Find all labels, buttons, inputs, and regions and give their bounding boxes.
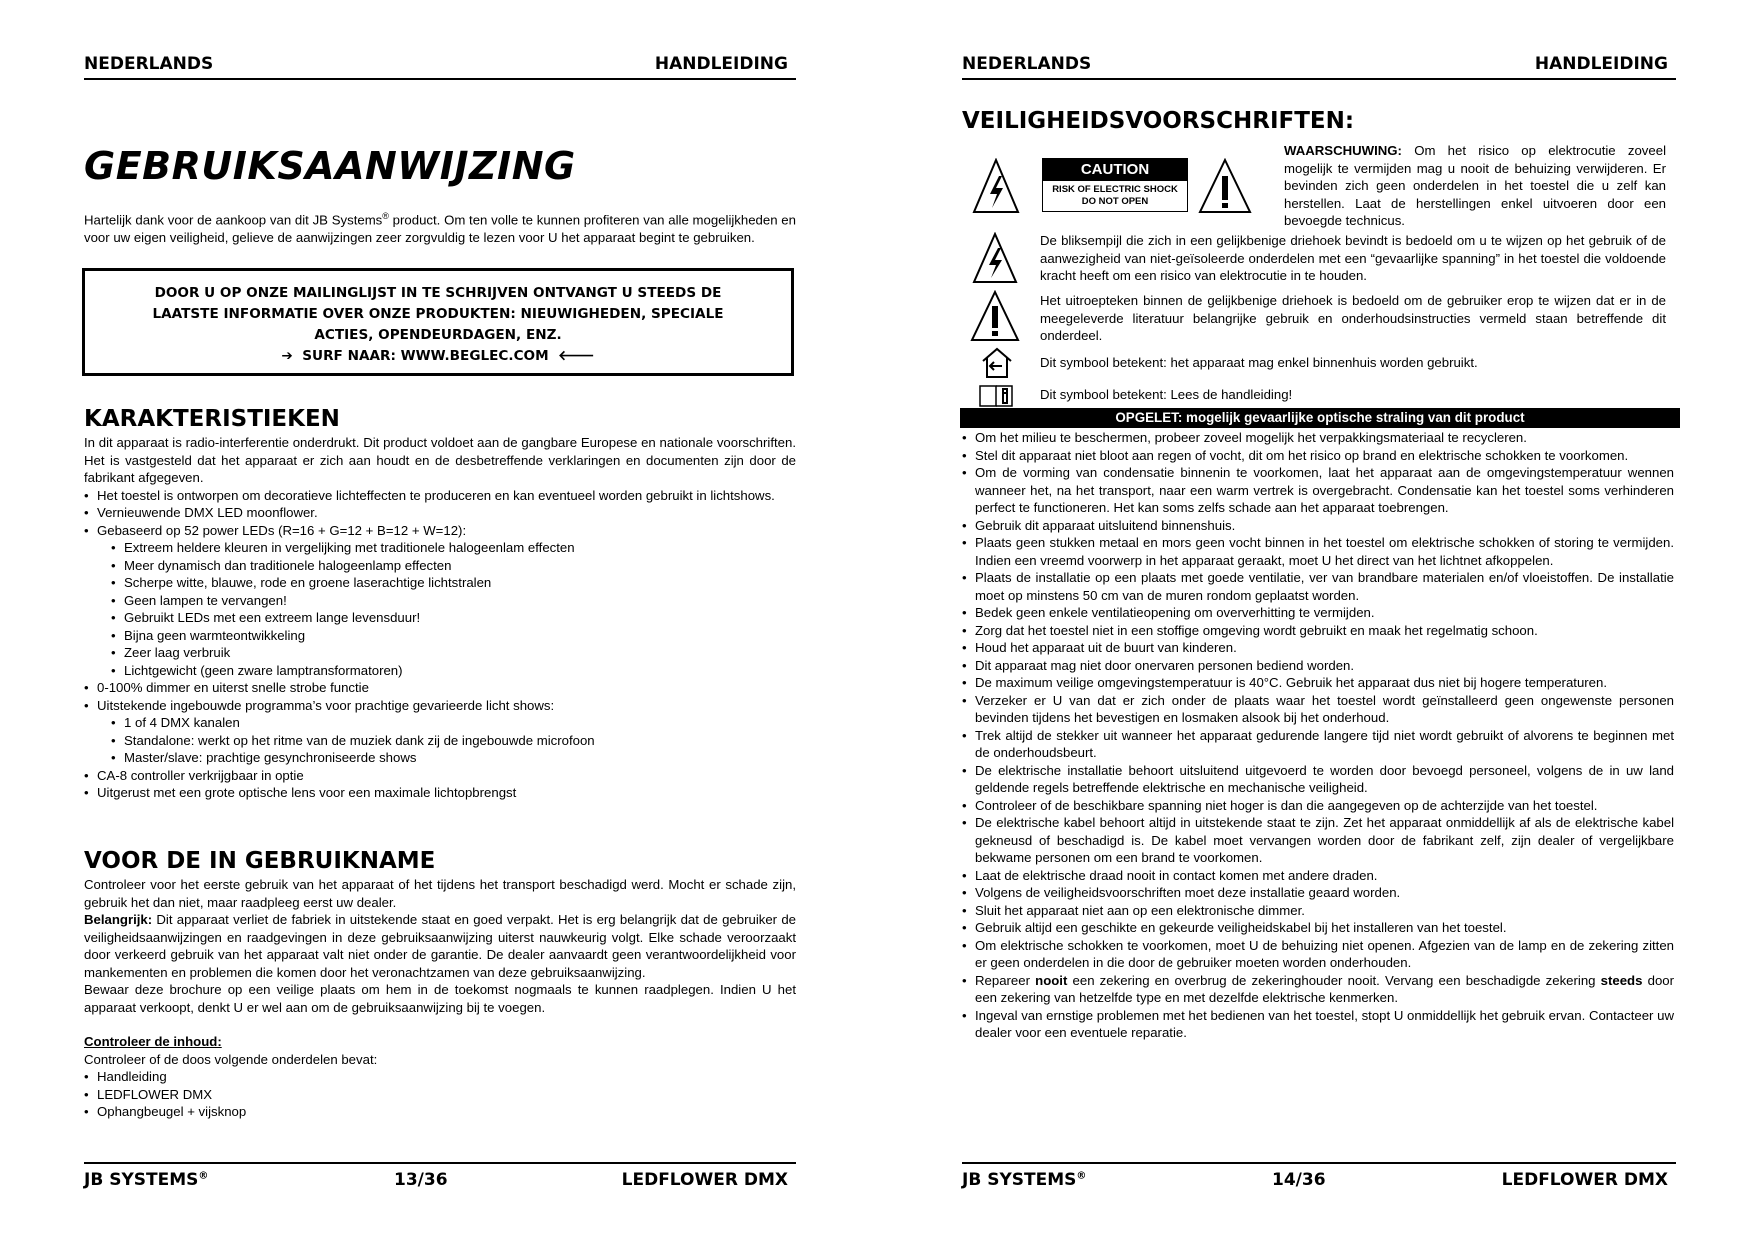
right-page — [962, 0, 1676, 1240]
list-item — [962, 972, 1674, 1007]
page-footer — [84, 1162, 796, 1194]
registered-mark: ® — [198, 1170, 209, 1182]
list-item: • Om elektrische schokken te voorkomen, moet U de behuizing niet openen. Afgezien van de lamp en de zekering zitten er geen onderdelen in die door de gebruiker moeten worden onderhouden. — [962, 937, 1674, 972]
header-language: NEDERLANDS — [84, 54, 214, 74]
list-item: • Gebruik altijd een geschikte en gekeurde veiligheidskabel bij het installeren van het toestel. — [962, 919, 1674, 937]
arrow-left-icon: 🡐 — [558, 348, 595, 364]
list-item: • Ingeval van ernstige problemen met het bedienen van het toestel, stopt U onmiddellijk het gebruik ervan. Contacteer uw dealer voor een eventuele reparatie. — [962, 1007, 1674, 1042]
surf-line — [85, 346, 791, 367]
led-benefits-list — [84, 539, 796, 679]
list-item: • Gebaseerd op 52 power LEDs (R=16 + G=12 + B=12 + W=12): — [84, 522, 796, 540]
fuse-text-c: een zekering en overbrug de zekeringhouder nooit. Vervang een beschadigde zekering — [1067, 972, 1601, 988]
list-item: • Master/slave: prachtige gesynchroniseerde shows — [111, 749, 796, 767]
intro-text-2: product. Om ten volle te kunnen profiteren van alle mogelijkheden en voor uw eigen veiligheid, gelieve de aanwijzingen zeer zorgvuldig te lezen voor U het apparaat begint te gebruiken. — [84, 212, 796, 245]
header-doc-type: HANDLEIDING — [654, 54, 788, 74]
fuse-text-e: door een zekering van hetzelfde type en met dezelfde elektrische kenmerken. — [975, 972, 1675, 1005]
list-item: • 0-100% dimmer en uiterst snelle strobe functie — [84, 679, 796, 697]
safety-rules-list — [962, 429, 1674, 1042]
list-item: • Geen lampen te vervangen! — [111, 592, 796, 610]
list-item: • Stel dit apparaat niet bloot aan regen of vocht, dit om het risico op brand en elektrische schokken te voorkomen. — [962, 447, 1674, 465]
footer-brand — [84, 1170, 208, 1190]
footer-product: LEDFLOWER DMX — [621, 1170, 788, 1190]
left-page — [84, 0, 796, 1240]
startup-p3: Bewaar deze brochure op een veilige plaats om hem in de toekomst nogmaals te kunnen raadplegen. Indien U het apparaat verkoopt, denkt U er wel aan om de gebruiksaanwijzing bij te voegen. — [84, 982, 796, 1015]
startup-section — [84, 848, 796, 1121]
footer-product: LEDFLOWER DMX — [1501, 1170, 1668, 1190]
list-item: • Vernieuwende DMX LED moonflower. — [84, 504, 796, 522]
page-header — [84, 52, 796, 80]
exclamation-description: Het uitroepteken binnen de gelijkbenige driehoek is bedoeld om de gebruiker erop te wijzen dat er in de meegeleverde literatuur belangrijke gebruik en onderhoudsinstructies vermeld staan betreffende dit onderdeel. — [1040, 293, 1666, 343]
list-item: • Controleer of de beschikbare spanning niet hoger is dan die aangegeven op de achterzijde van het toestel. — [962, 797, 1674, 815]
contents-list — [84, 1068, 796, 1121]
box-line-1: DOOR U OP ONZE MAILINGLIJST IN TE SCHRIJVEN ONTVANGT U STEEDS DE — [154, 285, 722, 301]
list-item: • Dit apparaat mag niet door onervaren personen bediend worden. — [962, 657, 1674, 675]
list-item: • Gebruikt LEDs met een extreem lange levensduur! — [111, 609, 796, 627]
contents-intro: Controleer of de doos volgende onderdelen bevat: — [84, 1051, 378, 1067]
read-manual-icon — [978, 382, 1016, 408]
caution-line-2: DO NOT OPEN — [1081, 196, 1149, 207]
list-item: • Zorg dat het toestel niet in een stoffige omgeving wordt gebruikt en maak het regelmatig schoon. — [962, 622, 1674, 640]
startup-p2 — [84, 911, 796, 981]
features-heading: KARAKTERISTIEKEN — [84, 406, 340, 432]
features-section — [84, 406, 796, 802]
list-item: • Laat de elektrische draad nooit in contact komen met andere draden. — [962, 867, 1674, 885]
caution-label — [1042, 158, 1188, 212]
list-item: • LEDFLOWER DMX — [84, 1086, 796, 1104]
list-item: • Handleiding — [84, 1068, 796, 1086]
intro-paragraph — [84, 208, 796, 246]
exclamation-symbol-icon — [970, 290, 1020, 342]
list-item: • Plaats geen stukken metaal en mors geen vocht binnen in het toestel om elektrische schokken of storing te vermijden. Indien een vreemd voorwerp in het apparaat geraakt, moet U het direct van het lichtnet afkoppelen. — [962, 534, 1674, 569]
page-header — [962, 52, 1676, 80]
indoor-use-icon — [980, 346, 1014, 380]
list-item: • Het toestel is ontworpen om decoratieve lichteffecten te produceren en kan eventueel worden gebruikt in lichtshows. — [84, 487, 796, 505]
list-item: • Verzeker er U van dat er zich onder de plaats waar het toestel wordt geïnstalleerd geen ongewenste personen bevinden tijdens het bevestigen en losmaken alsook bij het onderhoud. — [962, 692, 1674, 727]
footer-brand — [962, 1170, 1086, 1190]
program-list — [84, 714, 796, 767]
list-item: • Plaats de installatie op een plaats met goede ventilatie, ver van brandbare materialen en/of vloeistoffen. De installatie moet op minstens 50 cm van de muren rondom geplaatst worden. — [962, 569, 1674, 604]
lightning-warning-icon — [972, 158, 1020, 214]
fuse-text-never: nooit — [1035, 972, 1068, 988]
header-language: NEDERLANDS — [962, 54, 1092, 74]
box-line-2: LAATSTE INFORMATIE OVER ONZE PRODUKTEN: NIEUWIGHEDEN, SPECIALE — [152, 306, 724, 322]
optical-radiation-warning: OPGELET: mogelijk gevaarlijke optische straling van dit product — [960, 408, 1680, 428]
list-item: • Extreem heldere kleuren in vergelijking met traditionele halogeenlam effecten — [111, 539, 796, 557]
features-intro: In dit apparaat is radio-interferentie onderdrukt. Dit product voldoet aan de gangbare Europese en nationale voorschriften. Het is vastgesteld dat het apparaat er zich aan houdt en de desbetreffende verklaringen en documenten zijn door de fabrikant afgegeven. — [84, 435, 796, 485]
list-item: • De elektrische kabel behoort altijd in uitstekende staat te zijn. Zet het apparaat onmiddellijk af als de elektrische kabel gekneusd of beschadigd is. De kabel moet vervangen worden door de fabrikant zelf, zijn dealer of vergelijkbare bekwame personen om een brand te voorkomen. — [962, 814, 1674, 867]
list-item: • Uitstekende ingebouwde programma’s voor prachtige gevarieerde licht shows: — [84, 697, 796, 715]
registered-mark: ® — [1076, 1170, 1087, 1182]
intro-text-1: Hartelijk dank voor de aankoop van dit JB Systems — [84, 212, 383, 228]
list-item: • De elektrische installatie behoort uitsluitend uitgevoerd te worden door bevoegd personeel, volgens de in uw land geldende regels betreffende elektrische en mechanische veiligheid. — [962, 762, 1674, 797]
startup-heading: VOOR DE IN GEBRUIKNAME — [84, 848, 436, 874]
list-item: • Bijna geen warmteontwikkeling — [111, 627, 796, 645]
list-item: • Trek altijd de stekker uit wanneer het apparaat gedurende langere tijd niet wordt gebruikt of alvorens te beginnen met de onderhoudsbeurt. — [962, 727, 1674, 762]
list-item: • Ophangbeugel + vijsknop — [84, 1103, 796, 1121]
page-number: 13/36 — [394, 1170, 448, 1190]
safety-rules — [962, 429, 1674, 1042]
list-item: • Standalone: werkt op het ritme van de muziek dank zij de ingebouwde microfoon — [111, 732, 796, 750]
list-item: • Sluit het apparaat niet aan op een elektronische dimmer. — [962, 902, 1674, 920]
startup-p1: Controleer voor het eerste gebruik van het apparaat of het tijdens het transport beschadigd werd. Mocht er schade zijn, gebruik het dan niet, maar raadpleeg eerst uw dealer. — [84, 877, 796, 910]
features-list-end — [84, 767, 796, 802]
list-item: • Uitgerust met een grote optische lens voor een maximale lichtopbrengst — [84, 784, 796, 802]
list-item: • De maximum veilige omgevingstemperatuur is 40°C. Gebruik het apparaat dus niet bij hogere temperaturen. — [962, 674, 1674, 692]
list-item: • Lichtgewicht (geen zware lamptransformatoren) — [111, 662, 796, 680]
features-list-cont — [84, 679, 796, 714]
lightning-description: De bliksempijl die zich in een gelijkbenige driehoek bevindt is bedoeld om u te wijzen op het gebruik of de aanwezigheid van niet-geïsoleerde onderdelen met een “gevaarlijke spanning” in het toestel die voldoende kracht heeft om een risico van elektrocutie in te houden. — [1040, 233, 1666, 283]
website-link[interactable]: SURF NAAR: WWW.BEGLEC.COM — [302, 348, 549, 364]
page-footer — [962, 1162, 1676, 1194]
features-list — [84, 487, 796, 540]
list-item: • Bedek geen enkele ventilatieopening om oververhitting te vermijden. — [962, 604, 1674, 622]
list-item: • 1 of 4 DMX kanalen — [111, 714, 796, 732]
fuse-text-a: Repareer — [975, 972, 1036, 988]
contents-heading: Controleer de inhoud: — [84, 1034, 222, 1049]
warning-text: Om het risico op elektrocutie zoveel mogelijk te vermijden mag u nooit de behuizing verwijderen. Er bevinden zich geen onderdelen in het toestel die u zelf kan herstellen. Laat de herstellingen enkel uitvoeren door een bevoegde technicus. — [1284, 143, 1666, 228]
page-number: 14/36 — [1272, 1170, 1326, 1190]
list-item: • CA-8 controller verkrijgbaar in optie — [84, 767, 796, 785]
lightning-symbol-icon — [972, 232, 1018, 284]
warning-label: WAARSCHUWING: — [1284, 143, 1402, 158]
fuse-text-always: steeds — [1600, 972, 1643, 988]
arrow-right-icon: ➔ — [281, 348, 293, 364]
caution-line-1: RISK OF ELECTRIC SHOCK — [1052, 184, 1178, 195]
warning-paragraph — [1284, 142, 1666, 230]
manual-description: Dit symbool betekent: Lees de handleiding! — [1040, 387, 1293, 402]
list-item: • Gebruik dit apparaat uitsluitend binnenshuis. — [962, 517, 1674, 535]
exclamation-warning-icon — [1198, 158, 1252, 214]
safety-heading: VEILIGHEIDSVOORSCHRIFTEN: — [962, 108, 1355, 134]
list-item: • Houd het apparaat uit de buurt van kinderen. — [962, 639, 1674, 657]
indoor-description: Dit symbool betekent: het apparaat mag enkel binnenhuis worden gebruikt. — [1040, 355, 1478, 370]
list-item: • Zeer laag verbruik — [111, 644, 796, 662]
box-line-3: ACTIES, OPENDEURDAGEN, ENZ. — [314, 327, 562, 343]
mailinglist-box — [82, 268, 794, 376]
brand-text: JB SYSTEMS — [962, 1170, 1077, 1190]
brand-text: JB SYSTEMS — [84, 1170, 199, 1190]
list-item: • Om de vorming van condensatie binnenin te voorkomen, laat het apparaat aan de omgevingstemperatuur wennen wanneer het, na het transport, naar een warm vertrek is overgebracht. Condensatie kan het toestel soms verhinderen perfect te functioneren. Het kan soms zelfs schade aan het apparaat toebrengen. — [962, 464, 1674, 517]
header-doc-type: HANDLEIDING — [1534, 54, 1668, 74]
important-text: Dit apparaat verliet de fabriek in uitstekende staat en goed verpakt. Het is erg belangrijk dat de gebruiker de veiligheidsaanwijzingen en raadgevingen in deze gebruiksaanwijzing uiterst nauwkeurig volgt. Elke schade veroorzaakt door verkeerd gebruik van het apparaat valt niet onder de garantie. De dealer aanvaardt geen verantwoordelijkheid voor mankementen en problemen die komen door het veronachtzamen van deze gebruiksaanwijzing. — [84, 912, 796, 980]
list-item: • Volgens de veiligheidsvoorschriften moet deze installatie geaard worden. — [962, 884, 1674, 902]
caution-title: CAUTION — [1043, 159, 1187, 181]
list-item: • Meer dynamisch dan traditionele halogeenlamp effecten — [111, 557, 796, 575]
important-label: Belangrijk: — [84, 912, 153, 927]
registered-mark: ® — [382, 211, 389, 221]
page-title: GEBRUIKSAANWIJZING — [84, 144, 576, 188]
list-item: • Scherpe witte, blauwe, rode en groene laserachtige lichtstralen — [111, 574, 796, 592]
list-item: • Om het milieu te beschermen, probeer zoveel mogelijk het verpakkingsmateriaal te recycleren. — [962, 429, 1674, 447]
